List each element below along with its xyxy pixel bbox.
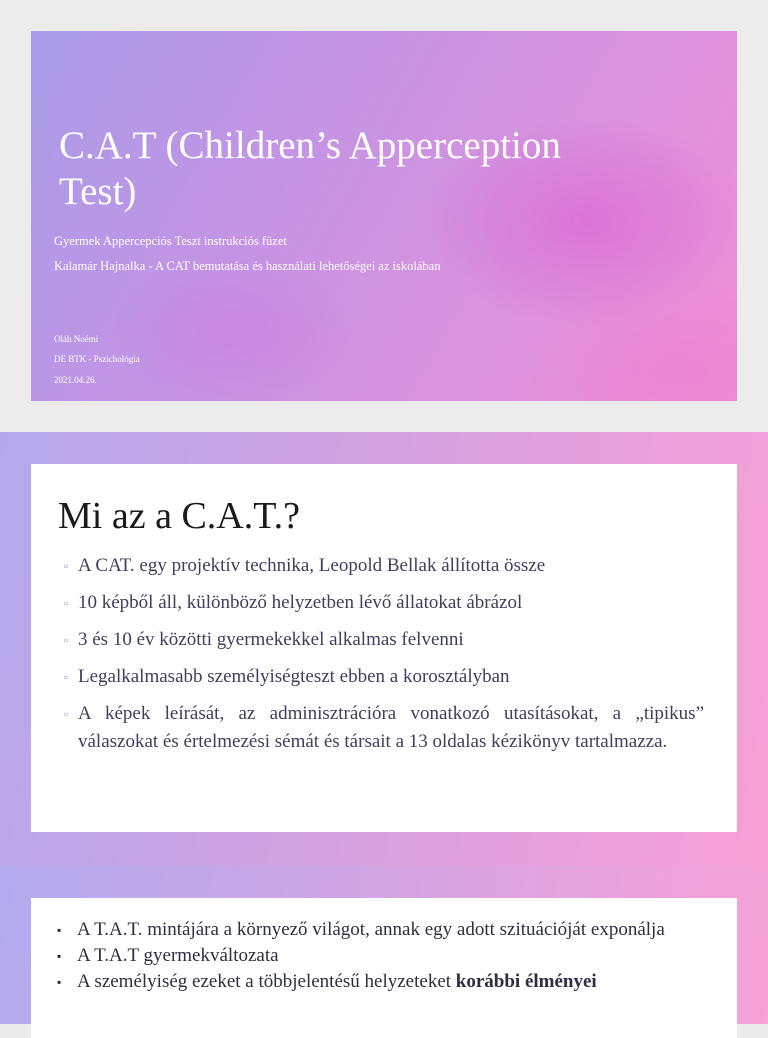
list-item (64, 589, 704, 617)
bullet-text: A személyiség ezeket a többjelentésű helyzeteket (77, 971, 456, 992)
bullet-marker-icon: ▫ (64, 559, 69, 573)
institution-name: DE BTK - Pszichológia (54, 354, 140, 364)
bullet-text: A képek leírását, az adminisztrációra vonatkozó utasításokat, a „tipikus” válaszokat és értelmezési sémát és társait a 13 oldalas kézikönyv tartalmazza. (78, 703, 704, 752)
bullet-text: A CAT. egy projektív technika, Leopold Bellak állította össze (78, 555, 546, 576)
list-item (64, 626, 704, 654)
bullet-text: Legalkalmasabb személyiségteszt ebben a korosztályban (78, 666, 510, 687)
slide-subtitle-2: Kalamár Hajnalka - A CAT bemutatása és használati lehetőségei az iskolában (54, 259, 441, 273)
bullet-list (64, 552, 704, 765)
slide-title: C.A.T (Children’s Apperception Test) (59, 124, 561, 213)
bullet-list (55, 918, 715, 996)
bullet-marker-icon: ▫ (64, 596, 69, 610)
bullet-marker-icon: ▫ (64, 633, 69, 647)
bullet-text: 3 és 10 év közötti gyermekekkel alkalmas felvenni (78, 629, 464, 650)
bullet-marker-icon: ▫ (64, 670, 69, 684)
list-item (64, 663, 704, 691)
slide-heading: Mi az a C.A.T.? (58, 495, 300, 537)
presentation-date: 2021.04.26. (54, 375, 97, 385)
square-bullet-icon: ▪ (57, 923, 62, 937)
slide-subtitle-1: Gyermek Appercepciós Teszt instrukciós füzet (54, 234, 287, 248)
square-bullet-icon: ▪ (57, 949, 62, 963)
author-name: Oláh Noémi (54, 334, 99, 344)
square-bullet-icon: ▪ (57, 975, 62, 989)
bullet-text: 10 képből áll, különböző helyzetben lévő állatokat ábrázol (78, 592, 523, 613)
bullet-text: A T.A.T gyermekváltozata (77, 945, 279, 966)
title-slide[interactable] (31, 31, 737, 401)
list-item (55, 970, 715, 994)
bullet-emphasis: korábbi élményei (455, 971, 597, 992)
list-item (55, 944, 715, 968)
content-slide-tat-relation[interactable] (31, 898, 737, 1038)
list-item (64, 700, 704, 756)
list-item (64, 552, 704, 580)
bullet-marker-icon: ▫ (64, 707, 69, 721)
list-item (55, 918, 715, 942)
content-slide-what-is-cat[interactable] (31, 464, 737, 832)
bullet-text: A T.A.T. mintájára a környező világot, annak egy adott szituációját exponálja (77, 919, 665, 940)
